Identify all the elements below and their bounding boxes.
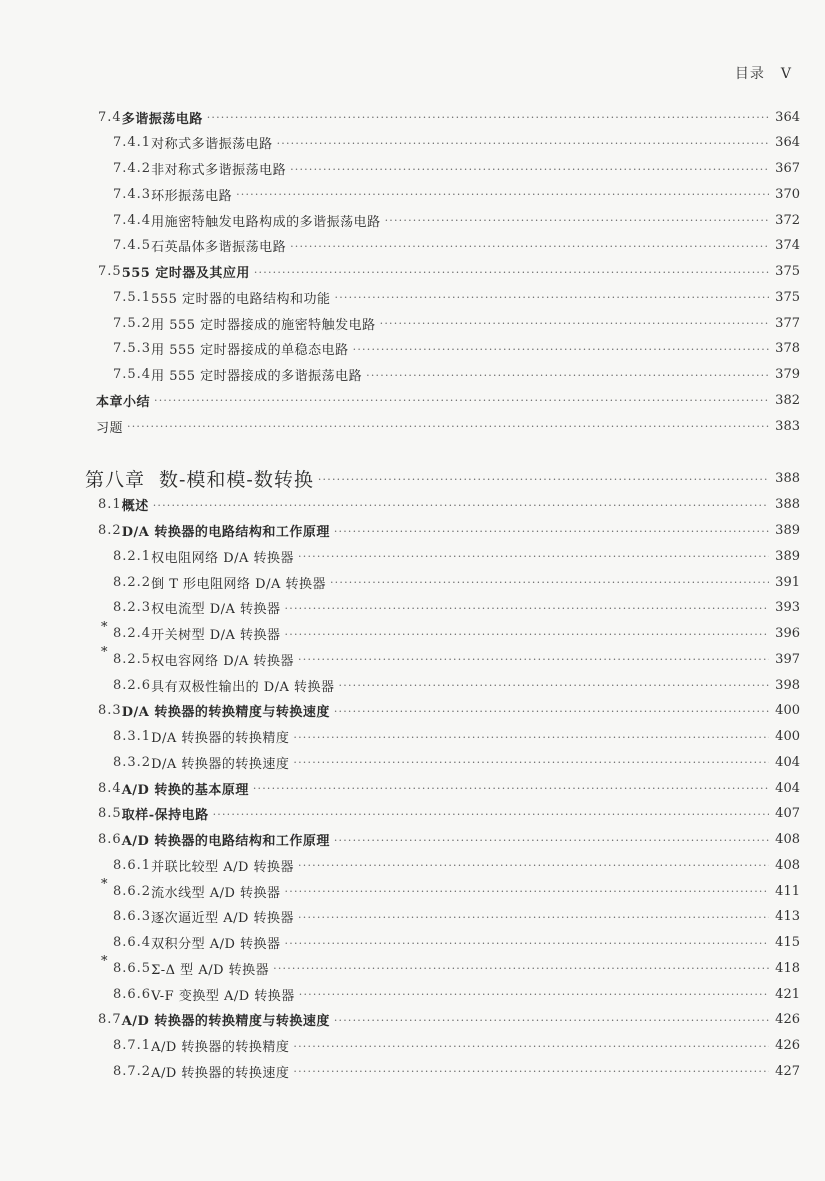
entry-title: 权电流型 D/A 转换器: [151, 602, 281, 618]
optional-star-marker: *: [101, 954, 108, 970]
entry-page-number: 391: [775, 574, 800, 590]
dot-leader: [154, 394, 769, 408]
entry-page-number: 407: [775, 806, 800, 822]
dot-leader: [293, 731, 769, 745]
entry-number: 7.4: [98, 109, 122, 125]
entry-number: 8.2.5: [113, 651, 152, 667]
entry-page-number: 370: [775, 186, 800, 202]
entry-page-number: 389: [775, 523, 800, 538]
entry-number: 8.6.2: [113, 883, 152, 899]
entry-title: D/A 转换器的转换精度与转换速度: [121, 705, 330, 721]
toc-entry[interactable]: [113, 208, 800, 232]
toc-entry[interactable]: [113, 157, 800, 181]
entry-number: 8.2.2: [113, 574, 152, 590]
entry-number: 8.1: [98, 497, 122, 513]
toc-entry[interactable]: [101, 954, 800, 980]
entry-title: 非对称式多谐振荡电路: [151, 163, 287, 178]
dot-leader: [273, 962, 769, 976]
entry-number: 8.3.1: [113, 729, 152, 744]
entry-page-number: 400: [775, 703, 800, 719]
toc-entry[interactable]: [113, 1034, 800, 1058]
entry-title: A/D 转换器的转换速度: [151, 1065, 290, 1081]
entry-number: 8.6: [98, 832, 122, 847]
entry-page-number: 411: [775, 883, 800, 899]
entry-title: Σ-Δ 型 A/D 转换器: [151, 962, 270, 978]
toc-entry[interactable]: [113, 931, 800, 955]
dot-leader: [213, 808, 770, 822]
entry-page-number: 397: [775, 651, 800, 667]
entry-number: 7.5.1: [113, 289, 152, 305]
dot-leader: [153, 499, 769, 513]
toc-entry[interactable]: [113, 982, 800, 1006]
entry-page-number: 379: [775, 367, 800, 382]
dot-leader: [334, 525, 769, 539]
entry-number: 7.4.1: [113, 135, 152, 151]
entry-number: 8.7.1: [113, 1038, 152, 1053]
entry-page-number: 396: [775, 626, 800, 641]
dot-leader: [290, 163, 769, 177]
entry-page-number: 426: [775, 1012, 800, 1028]
header-page-number: V: [780, 66, 792, 82]
entry-number: 8.5: [98, 806, 122, 822]
optional-star-marker: *: [101, 877, 108, 892]
entry-number: 8.6.3: [113, 909, 152, 925]
toc-entry[interactable]: [113, 337, 800, 361]
entry-title: A/D 转换器的转换精度: [151, 1040, 290, 1055]
entry-page-number: 408: [775, 832, 800, 847]
entry-number: 第八章: [85, 469, 146, 492]
dot-leader: [298, 911, 769, 925]
toc-entry[interactable]: [113, 311, 800, 335]
toc-entry[interactable]: [101, 877, 800, 903]
toc-entry[interactable]: [113, 905, 800, 929]
entry-number: 8.2.4: [113, 626, 152, 641]
entry-number: 7.5.4: [113, 367, 152, 382]
entry-title: A/D 转换器的转换精度与转换速度: [121, 1014, 330, 1030]
optional-star-marker: *: [101, 619, 108, 635]
toc-entry[interactable]: [113, 673, 800, 697]
entry-page-number: 398: [775, 677, 800, 693]
entry-title: 习题: [96, 420, 124, 436]
page-header: [735, 63, 792, 83]
dot-leader: [380, 317, 770, 331]
entry-page-number: 382: [775, 392, 800, 408]
toc-entry[interactable]: [113, 570, 800, 594]
entry-page-number: 372: [775, 212, 800, 228]
optional-star-marker: *: [101, 645, 108, 661]
entry-title: D/A 转换器的电路结构和工作原理: [121, 525, 330, 540]
entry-number: 7.5.3: [113, 341, 152, 357]
entry-number: 8.2.6: [113, 677, 152, 693]
toc-entry[interactable]: [113, 131, 800, 155]
entry-page-number: 421: [775, 986, 800, 1002]
entry-title: A/D 转换的基本原理: [121, 782, 249, 798]
entry-title: 555 定时器的电路结构和功能: [151, 291, 331, 307]
entry-page-number: 427: [775, 1063, 800, 1079]
dot-leader: [334, 834, 769, 848]
toc-entry[interactable]: [98, 828, 800, 852]
toc-entry[interactable]: [113, 853, 800, 877]
toc-entry[interactable]: [98, 493, 800, 517]
toc-entry[interactable]: [113, 544, 800, 568]
entry-number: 8.4: [98, 780, 122, 796]
dot-leader: [299, 988, 769, 1002]
entry-title: 数-模和模-数转换: [159, 469, 314, 492]
dot-leader: [207, 111, 769, 125]
dot-leader: [366, 369, 769, 383]
entry-number: 8.3: [98, 703, 122, 719]
entry-page-number: 375: [775, 264, 800, 279]
entry-title: 倒 T 形电阻网络 D/A 转换器: [151, 576, 326, 592]
dot-leader: [293, 1040, 769, 1054]
entry-number: 8.2.1: [113, 548, 152, 564]
entry-page-number: 415: [775, 935, 800, 950]
entry-page-number: 389: [775, 548, 800, 564]
toc-entry[interactable]: [98, 105, 800, 129]
dot-leader: [293, 756, 769, 770]
dot-leader: [253, 782, 769, 796]
entry-number: 7.4.4: [113, 212, 152, 228]
dot-leader: [285, 937, 770, 951]
dot-leader: [335, 291, 770, 305]
toc-entry[interactable]: [113, 234, 800, 258]
entry-title: V-F 变换型 A/D 转换器: [151, 988, 295, 1004]
entry-number: 8.2: [98, 523, 122, 538]
entry-page-number: 388: [775, 471, 800, 487]
dot-leader: [285, 628, 770, 642]
toc-entry[interactable]: [113, 750, 800, 774]
entry-title: 石英晶体多谐振荡电路: [151, 240, 287, 256]
entry-page-number: 408: [775, 857, 800, 873]
entry-number: 8.6.5: [113, 960, 152, 976]
dot-leader: [334, 705, 769, 719]
dot-leader: [254, 266, 769, 280]
toc-entry[interactable]: [113, 182, 800, 206]
entry-title: 概述: [121, 499, 149, 515]
entry-number: 7.4.3: [113, 186, 152, 202]
entry-title: A/D 转换器的电路结构和工作原理: [121, 834, 330, 849]
entry-page-number: 393: [775, 600, 800, 616]
dot-leader: [285, 602, 770, 616]
entry-page-number: 400: [775, 729, 800, 744]
toc-entry[interactable]: [96, 388, 800, 412]
entry-page-number: 426: [775, 1038, 800, 1053]
entry-number: 8.6.6: [113, 986, 152, 1002]
entry-title: 555 定时器及其应用: [121, 266, 250, 281]
dot-leader: [385, 214, 770, 228]
entry-page-number: 404: [775, 780, 800, 796]
toc-entry[interactable]: [98, 776, 800, 800]
toc-entry[interactable]: [98, 1008, 800, 1032]
entry-page-number: 367: [775, 161, 800, 176]
entry-title: 环形振荡电路: [151, 188, 233, 204]
entry-page-number: 374: [775, 238, 800, 254]
entry-title: 并联比较型 A/D 转换器: [151, 859, 295, 875]
entry-number: 8.7.2: [113, 1063, 152, 1079]
entry-title: 用 555 定时器接成的多谐振荡电路: [151, 369, 363, 384]
toc-entry[interactable]: [101, 619, 800, 646]
entry-title: 用施密特触发电路构成的多谐振荡电路: [151, 214, 381, 230]
dot-leader: [298, 859, 769, 873]
entry-title: 用 555 定时器接成的施密特触发电路: [151, 317, 376, 333]
toc-entry[interactable]: [96, 414, 800, 438]
dot-leader: [353, 343, 770, 357]
chapter-entry[interactable]: [85, 464, 800, 494]
entry-page-number: 413: [775, 909, 800, 925]
entry-title: 双积分型 A/D 转换器: [151, 937, 281, 952]
entry-title: 本章小结: [96, 394, 151, 410]
toc-entry[interactable]: [113, 285, 800, 309]
toc-entry[interactable]: [113, 363, 800, 387]
entry-page-number: 404: [775, 754, 800, 770]
entry-number: 8.6.4: [113, 935, 152, 950]
toc-entry[interactable]: [101, 645, 800, 671]
toc-entry[interactable]: [98, 699, 800, 723]
dot-leader: [290, 240, 769, 254]
entry-page-number: 418: [775, 960, 800, 976]
toc-entry[interactable]: [98, 260, 800, 284]
dot-leader: [277, 137, 770, 151]
entry-number: 7.4.2: [113, 161, 152, 176]
dot-leader: [298, 653, 769, 667]
dot-leader: [339, 679, 770, 693]
dot-leader: [330, 576, 769, 590]
entry-number: 7.5: [98, 264, 122, 279]
entry-title: D/A 转换器的转换精度: [151, 731, 290, 746]
entry-page-number: 364: [775, 135, 800, 151]
entry-title: 开关树型 D/A 转换器: [151, 628, 281, 643]
entry-title: 权电容网络 D/A 转换器: [151, 653, 295, 669]
dot-leader: [334, 1014, 769, 1028]
entry-number: 8.2.3: [113, 600, 152, 616]
entry-page-number: 388: [775, 497, 800, 513]
entry-title: 对称式多谐振荡电路: [151, 137, 273, 153]
entry-title: 具有双极性输出的 D/A 转换器: [151, 679, 335, 695]
entry-title: 多谐振荡电路: [121, 111, 203, 127]
entry-title: 逐次逼近型 A/D 转换器: [151, 911, 295, 927]
dot-leader: [127, 420, 769, 434]
toc-entry[interactable]: [98, 519, 800, 543]
dot-leader: [236, 188, 769, 202]
toc-entry[interactable]: [113, 1059, 800, 1083]
entry-page-number: 378: [775, 341, 800, 357]
entry-page-number: 375: [775, 289, 800, 305]
entry-title: 取样-保持电路: [121, 808, 209, 824]
toc-entry[interactable]: [113, 596, 800, 620]
entry-number: 8.7: [98, 1012, 122, 1028]
entry-title: 流水线型 A/D 转换器: [151, 885, 281, 901]
dot-leader: [293, 1065, 769, 1079]
entry-number: 8.3.2: [113, 754, 152, 770]
entry-page-number: 383: [775, 418, 800, 434]
entry-number: 7.4.5: [113, 238, 152, 254]
entry-number: 8.6.1: [113, 857, 152, 873]
entry-title: 用 555 定时器接成的单稳态电路: [151, 343, 349, 359]
entry-page-number: 364: [775, 109, 800, 125]
toc-entry[interactable]: [98, 802, 800, 826]
entry-title: 权电阻网络 D/A 转换器: [151, 550, 295, 566]
dot-leader: [318, 473, 769, 487]
toc-entry[interactable]: [113, 725, 800, 749]
dot-leader: [298, 550, 769, 564]
header-section: 目录: [734, 66, 765, 82]
dot-leader: [285, 885, 770, 899]
entry-page-number: 377: [775, 315, 800, 331]
entry-number: 7.5.2: [113, 315, 152, 331]
entry-title: D/A 转换器的转换速度: [151, 756, 290, 772]
